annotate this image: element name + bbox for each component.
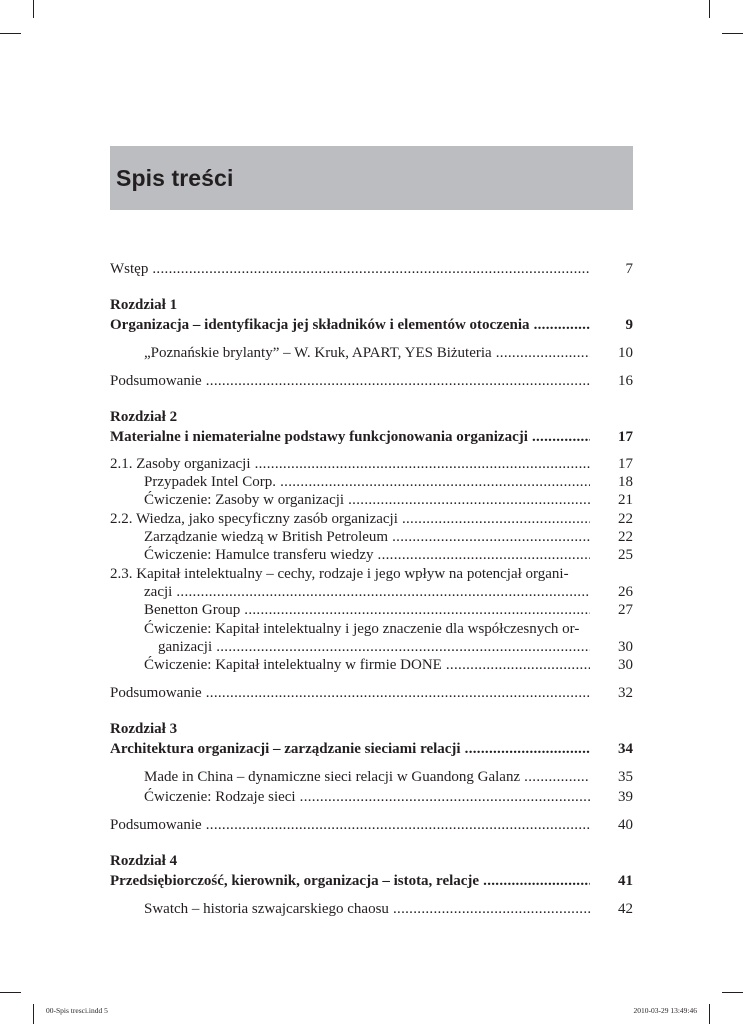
toc-entry [110, 491, 633, 510]
toc-page-number: 35 [618, 769, 633, 785]
chapter-label [110, 407, 633, 427]
toc-page-number: 40 [618, 817, 633, 833]
toc-section [110, 455, 633, 473]
toc-page-number: 16 [618, 373, 633, 389]
toc-page-number: 27 [618, 602, 633, 618]
toc-entry-label: Ćwiczenie: Kapitał intelektualny w firmie DONE ..... [144, 656, 590, 675]
toc-page-number: 17 [618, 429, 633, 445]
toc-page-number: 34 [618, 741, 633, 757]
toc-entry [110, 767, 633, 787]
toc-entry-label: Wstęp ..... [110, 259, 590, 279]
footer-file-info: 00-Spis tresci.indd 5 [46, 1006, 108, 1015]
chapter-title-row [110, 739, 633, 759]
chapter-title: Architektura organizacji – zarządzanie sieciami relacji ..... [110, 739, 590, 759]
toc-page-number: 22 [618, 529, 633, 545]
crop-mark [33, 1004, 34, 1024]
toc-entry-label: Podsumowanie ..... [110, 371, 590, 391]
toc-entry [110, 787, 633, 807]
toc-entry-summary [110, 683, 633, 703]
chapter-title-row [110, 427, 633, 447]
toc-entry-label: „Poznańskie brylanty” – W. Kruk, APART, YES Biżuteria ..... [144, 343, 590, 363]
toc-entry-continuation [110, 638, 633, 656]
chapter-number: Rozdział 2 [110, 409, 178, 425]
title-band [110, 146, 633, 210]
toc-section [110, 565, 633, 583]
toc-page-number: 30 [618, 657, 633, 673]
chapter-number: Rozdział 1 [110, 297, 178, 313]
toc-entry-label: Przypadek Intel Corp. ..... [144, 473, 590, 491]
toc-entry-label: Swatch – historia szwajcarskiego chaosu ..... [144, 899, 590, 919]
crop-mark [0, 33, 21, 34]
toc-entry-label: Podsumowanie ..... [110, 815, 590, 835]
toc-page-number: 18 [618, 474, 633, 490]
toc-entry-label: Made in China – dynamiczne sieci relacji w Guandong Galanz ..... [144, 767, 590, 787]
toc-page-number: 22 [618, 511, 633, 527]
toc-entry-summary [110, 815, 633, 835]
toc-entry [110, 473, 633, 491]
chapter-label [110, 851, 633, 871]
crop-mark [709, 1004, 710, 1024]
toc-entry-continuation [110, 583, 633, 601]
chapter-number: Rozdział 3 [110, 721, 178, 737]
toc-entry-label: Podsumowanie ..... [110, 683, 590, 703]
toc-page-number: 25 [618, 547, 633, 563]
toc-page-number: 17 [618, 456, 633, 472]
toc-entry-label: 2.2. Wiedza, jako specyficzny zasób organizacji ..... [110, 510, 590, 528]
chapter-title: Przedsiębiorczość, kierownik, organizacja – istota, relacje ..... [110, 871, 590, 891]
table-of-contents [110, 259, 633, 919]
page-title: Spis treści [116, 165, 234, 191]
toc-entry [110, 601, 633, 620]
toc-entry-label: 2.3. Kapitał intelektualny – cechy, rodzaje i jego wpływ na potencjał organi- [110, 566, 569, 582]
toc-page-number: 26 [618, 584, 633, 600]
toc-page-number: 30 [618, 639, 633, 655]
toc-section [110, 510, 633, 528]
toc-page-number: 10 [618, 345, 633, 361]
toc-page-number: 41 [618, 873, 633, 889]
toc-entry-intro [110, 259, 633, 279]
toc-page-number: 39 [618, 789, 633, 805]
toc-entry-label: 2.1. Zasoby organizacji ..... [110, 455, 590, 473]
toc-entry [110, 546, 633, 565]
footer-timestamp: 2010-03-29 13:49:46 [633, 1006, 697, 1015]
chapter-title: Organizacja – identyfikacja jej składników i elementów otoczenia ..... [110, 315, 590, 335]
toc-entry-label: Ćwiczenie: Rodzaje sieci ..... [144, 787, 590, 807]
toc-entry-summary [110, 371, 633, 391]
crop-mark [722, 33, 743, 34]
toc-page-number: 9 [625, 317, 633, 333]
chapter-title: Materialne i niematerialne podstawy funkcjonowania organizacji ..... [110, 427, 590, 447]
crop-mark [33, 0, 34, 18]
toc-entry [110, 656, 633, 675]
crop-mark [0, 992, 21, 993]
toc-page-number: 7 [625, 261, 633, 277]
toc-entry [110, 528, 633, 546]
toc-entry [110, 620, 633, 638]
crop-mark [709, 0, 710, 18]
chapter-title-row [110, 871, 633, 891]
toc-entry-label: Ćwiczenie: Kapitał intelektualny i jego znaczenie dla współczesnych or- [144, 621, 580, 637]
toc-page-number: 42 [618, 901, 633, 917]
toc-entry [110, 899, 633, 919]
chapter-label [110, 719, 633, 739]
toc-entry [110, 343, 633, 363]
toc-entry-label: Zarządzanie wiedzą w British Petroleum ..... [144, 528, 590, 546]
chapter-label [110, 295, 633, 315]
toc-entry-label: ganizacji ..... [158, 638, 590, 656]
toc-page-number: 32 [618, 685, 633, 701]
toc-entry-label: zacji ..... [144, 583, 590, 601]
chapter-title-row [110, 315, 633, 335]
toc-entry-label: Ćwiczenie: Hamulce transferu wiedzy ..... [144, 546, 590, 565]
crop-mark [722, 992, 743, 993]
chapter-number: Rozdział 4 [110, 853, 178, 869]
toc-entry-label: Ćwiczenie: Zasoby w organizacji ..... [144, 491, 590, 510]
toc-page-number: 21 [618, 492, 633, 508]
toc-entry-label: Benetton Group ..... [144, 601, 590, 620]
